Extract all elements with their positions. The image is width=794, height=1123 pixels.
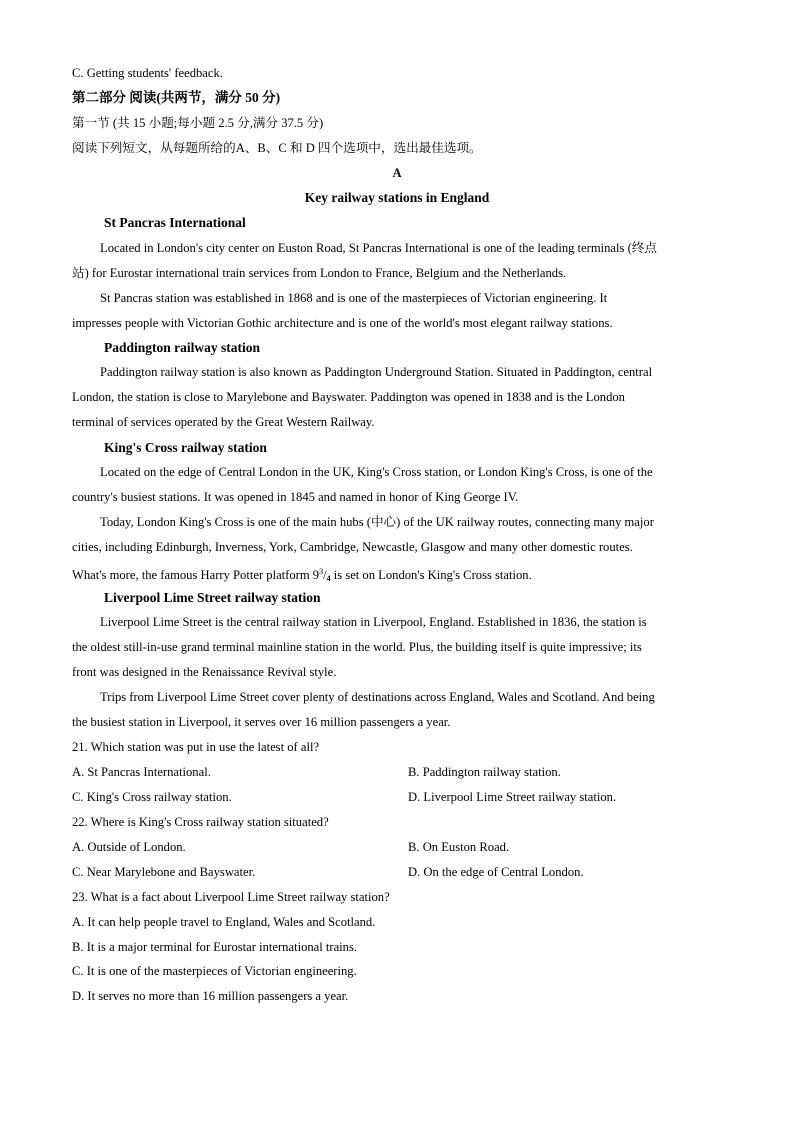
paragraph-line: Liverpool Lime Street is the central railway station in Liverpool, England. Established in 1836, the station is — [100, 615, 647, 629]
fraction-slash: / — [323, 568, 327, 582]
question-22-option-c: C. Near Marylebone and Bayswater. — [72, 865, 256, 879]
question-23-option-b: B. It is a major terminal for Eurostar international trains. — [72, 940, 358, 954]
paragraph-line: St Pancras station was established in 1868 and is one of the masterpieces of Victorian engineering. It — [100, 291, 608, 305]
passage-letter: A — [392, 166, 402, 180]
section-title: 第一节 (共 15 小题;每小题 2.5 分,满分 37.5 分) — [72, 116, 324, 130]
fraction-numerator: 3 — [319, 567, 324, 576]
question-21-option-b: B. Paddington railway station. — [408, 765, 561, 779]
part-title: 第二部分 阅读(共两节，满分 50 分) — [72, 90, 281, 105]
question-21-stem: 21. Which station was put in use the latest of all? — [72, 740, 320, 754]
instructions: 阅读下列短文，从每题所给的A、B、C 和 D 四个选项中，选出最佳选项。 — [72, 141, 482, 155]
paragraph-line: London, the station is close to Marylebone and Bayswater. Paddington was opened in 1838 and is the London — [72, 390, 625, 404]
previous-question-option-c: C. Getting students' feedback. — [72, 66, 223, 80]
question-23-option-a: A. It can help people travel to England, Wales and Scotland. — [72, 915, 376, 929]
station-heading-kings-cross: King's Cross railway station — [104, 440, 267, 455]
question-22-stem: 22. Where is King's Cross railway station situated? — [72, 815, 329, 829]
fraction-denominator: 4 — [326, 574, 331, 583]
harry-line-end: is set on London's King's Cross station. — [330, 568, 532, 582]
question-23-stem: 23. What is a fact about Liverpool Lime Street railway station? — [72, 890, 390, 904]
question-23-option-c: C. It is one of the masterpieces of Victorian engineering. — [72, 964, 357, 978]
paragraph-line: Trips from Liverpool Lime Street cover plenty of destinations across England, Wales and Scotland. And being — [100, 690, 655, 704]
harry-line-start: What's more, the famous Harry Potter platform 9 — [72, 568, 320, 582]
question-22-option-d: D. On the edge of Central London. — [408, 865, 584, 879]
question-22-option-a: A. Outside of London. — [72, 840, 186, 854]
paragraph-line: impresses people with Victorian Gothic architecture and is one of the world's most elegant railway stations. — [72, 316, 613, 330]
paragraph-line: the oldest still-in-use grand terminal mainline station in the world. Plus, the building itself is quite impressive; its — [72, 640, 642, 654]
paragraph-line: terminal of services operated by the Great Western Railway. — [72, 415, 375, 429]
question-23-option-d: D. It serves no more than 16 million passengers a year. — [72, 989, 349, 1003]
passage-title: Key railway stations in England — [304, 190, 490, 205]
paragraph-line: Today, London King's Cross is one of the main hubs (中心) of the UK railway routes, connecting many major — [100, 515, 654, 529]
question-21-option-c: C. King's Cross railway station. — [72, 790, 232, 804]
paragraph-line: 站) for Eurostar international train services from London to France, Belgium and the Netherlands. — [72, 266, 567, 280]
station-heading-liverpool-lime-street: Liverpool Lime Street railway station — [104, 590, 321, 605]
paragraph-line: front was designed in the Renaissance Revival style. — [72, 665, 337, 679]
station-heading-st-pancras: St Pancras International — [104, 215, 246, 230]
paragraph-line: country's busiest stations. It was opened in 1845 and named in honor of King George IV. — [72, 490, 519, 504]
question-22-option-b: B. On Euston Road. — [408, 840, 510, 854]
harry-potter-line — [72, 564, 532, 587]
paragraph-line: Located on the edge of Central London in the UK, King's Cross station, or London King's Cross, is one of the — [100, 465, 653, 479]
question-21-option-a: A. St Pancras International. — [72, 765, 211, 779]
question-21-option-d: D. Liverpool Lime Street railway station. — [408, 790, 617, 804]
paragraph-line: the busiest station in Liverpool, it serves over 16 million passengers a year. — [72, 715, 451, 729]
paragraph-line: Located in London's city center on Euston Road, St Pancras International is one of the leading terminals (终点 — [100, 241, 657, 255]
station-heading-paddington: Paddington railway station — [104, 340, 261, 355]
paragraph-line: cities, including Edinburgh, Inverness, York, Cambridge, Newcastle, Glasgow and many other domestic routes. — [72, 540, 633, 554]
paragraph-line: Paddington railway station is also known as Paddington Underground Station. Situated in Paddington, central — [100, 365, 653, 379]
